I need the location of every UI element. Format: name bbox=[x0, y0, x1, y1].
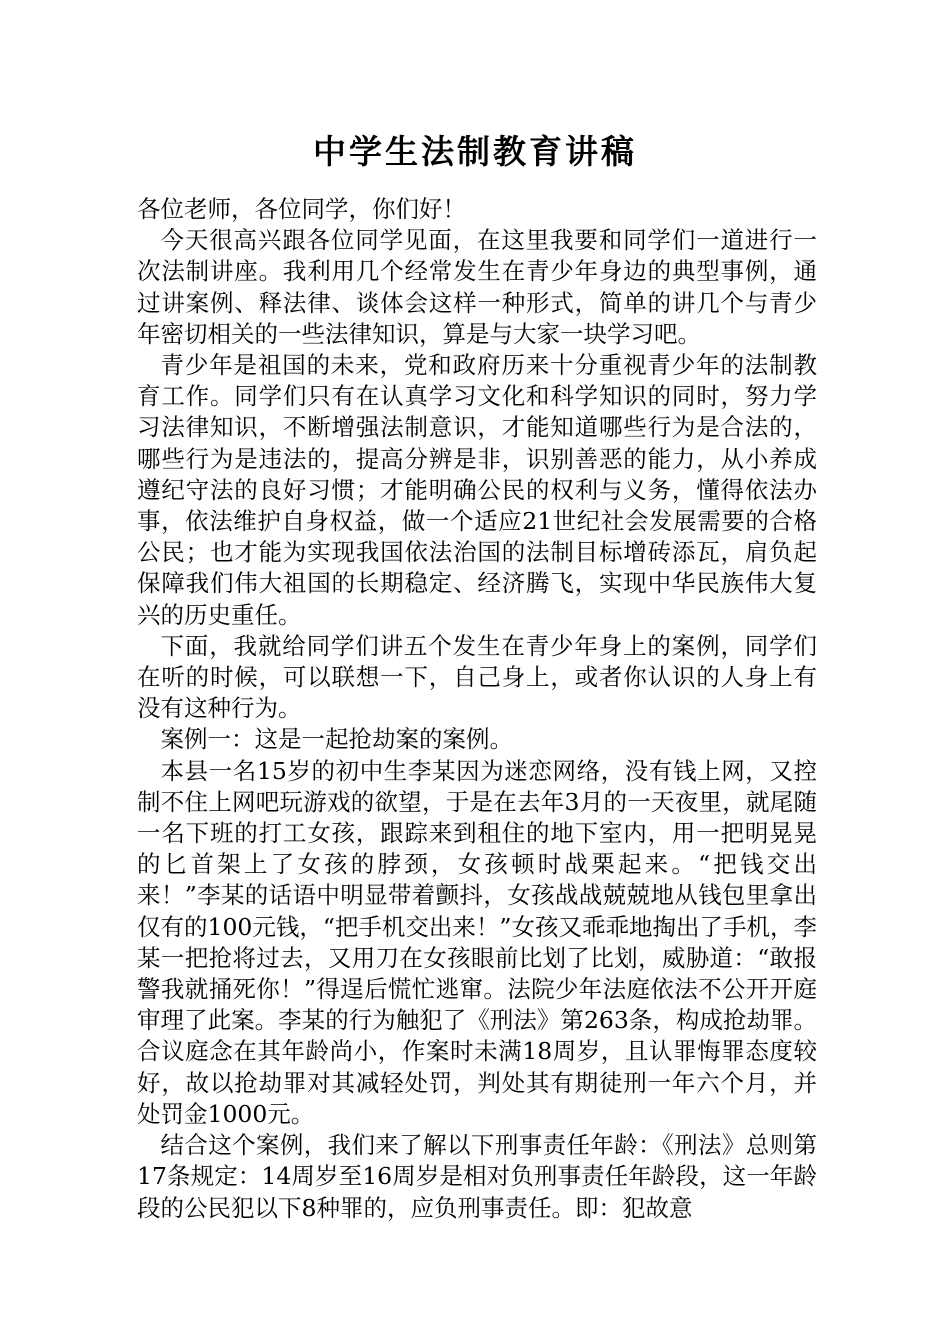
document-title: 中学生法制教育讲稿 bbox=[313, 132, 637, 171]
paragraph-greeting: 各位老师，各位同学，你们好！ bbox=[137, 195, 466, 223]
paragraph-case-one-heading: 案例一：这是一起抢劫案的案例。 bbox=[160, 725, 513, 754]
paragraph-importance: 青少年是祖国的未来，党和政府历来十分重视青少年的法制教育工作。同学们只有在认真学习文化和科学知识的同时，努力学习法律知识，不断增强法制意识，才能知道哪些行为是合法的，哪些行为是违法的，提高分辨是非，识别善恶的能力，从小养成遵纪守法的良好习惯；才能明确公民的权利与义务，懂得依法办事，依法维护自身权益，做一个适应21世纪社会发展需要的合格公民；也才能为实现我国依法治国的法制目标增砖添瓦，肩负起保障我们伟大祖国的长期稳定、经济腾飞，实现中华民族伟大复兴的历史重任。 bbox=[137, 351, 817, 629]
paragraph-introduction: 今天很高兴跟各位同学见面，在这里我要和同学们一道进行一次法制讲座。我利用几个经常发生在青少年身边的典型事例，通过讲案例、释法律、谈体会这样一种形式，简单的讲几个与青少年密切相关的一些法律知识，算是与大家一块学习吧。 bbox=[137, 226, 817, 348]
document-body bbox=[137, 194, 817, 1224]
paragraph-cases-intro: 下面，我就给同学们讲五个发生在青少年身上的案例，同学们在听的时候，可以联想一下，自己身上，或者你认识的人身上有没有这种行为。 bbox=[137, 631, 817, 723]
paragraph-criminal-age: 结合这个案例，我们来了解以下刑事责任年龄：《刑法》总则第17条规定：14周岁至16周岁是相对负刑事责任年龄段，这一年龄段的公民犯以下8种罪的，应负刑事责任。即：犯故意 bbox=[137, 1131, 817, 1222]
paragraph-case-one-story: 本县一名15岁的初中生李某因为迷恋网络，没有钱上网，又控制不住上网吧玩游戏的欲望，于是在去年3月的一天夜里，就尾随一名下班的打工女孩，跟踪来到租住的地下室内，用一把明晃晃的匕首架上了女孩的脖颈，女孩顿时战栗起来。“把钱交出来！”李某的话语中明显带着颤抖，女孩战战兢兢地从钱包里拿出仅有的100元钱，“把手机交出来！”女孩又乖乖地掏出了手机，李某一把抢将过去，又用刀在女孩眼前比划了比划，威胁道：“敢报警我就捅死你！”得逞后慌忙逃窜。法院少年法庭依法不公开开庭审理了此案。李某的行为触犯了《刑法》第263条，构成抢劫罪。合议庭念在其年龄尚小，作案时未满18周岁，且认罪悔罪态度较好，故以抢劫罪对其减轻处罚，判处其有期徒刑一年六个月，并处罚金1000元。 bbox=[137, 756, 817, 1128]
